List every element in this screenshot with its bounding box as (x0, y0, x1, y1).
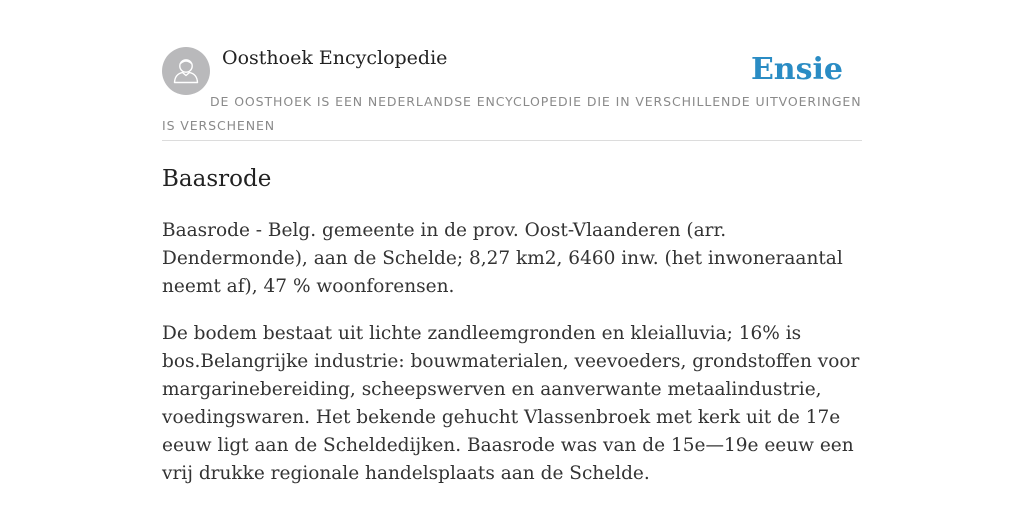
brand-logo-link[interactable]: Ensie (750, 52, 843, 87)
article-paragraph: De bodem bestaat uit lichte zandleemgronden en kleialluvia; 16% is bos.Belangrijke industrie: bouwmaterialen, veevoeders, grondstoffen voor margarinebereiding, scheepswerven en aanverwante metaalindustrie, voedingswaren. Het bekende gehucht Vlassenbroek met kerk uit de 17e eeuw ligt aan de Scheldedijken. Baasrode was van de 15e—19e eeuw een vrij drukke regionale handelsplaats aan de Schelde. (162, 323, 860, 484)
publication-avatar[interactable] (162, 47, 210, 95)
user-silhouette-icon (162, 47, 210, 95)
article-title: Baasrode (162, 166, 272, 192)
publication-title[interactable]: Oosthoek Encyclopedie (222, 47, 448, 69)
article (162, 164, 862, 488)
publication-header (162, 46, 862, 141)
article-paragraph: Baasrode - Belg. gemeente in de prov. Oost-Vlaanderen (arr. Dendermonde), aan de Schelde; 8,27 km2, 6460 inw. (het inwoneraantal neemt af), 47 % woonforensen. (162, 220, 843, 297)
publication-description: DE OOSTHOEK IS EEN NEDERLANDSE ENCYCLOPEDIE DIE IN VERSCHILLENDE UITVOERINGEN IS VERSCHENEN (162, 94, 862, 133)
